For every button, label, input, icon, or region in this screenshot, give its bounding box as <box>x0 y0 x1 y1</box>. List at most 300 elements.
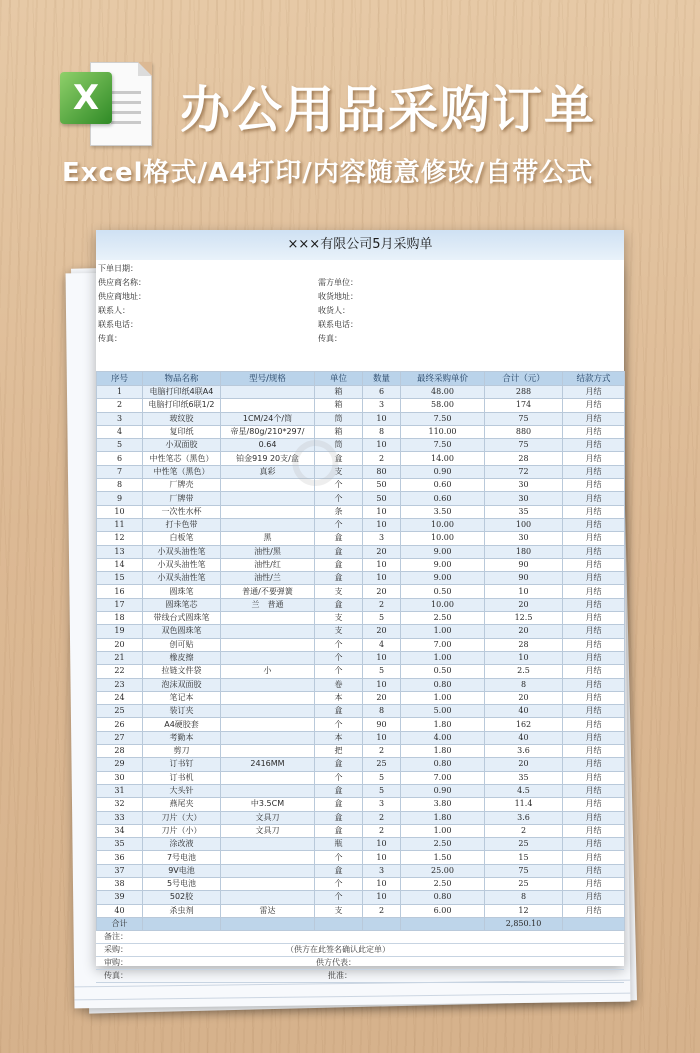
column-header-seq: 序号 <box>97 372 143 386</box>
cell-qty: 10 <box>363 558 401 571</box>
table-row <box>97 718 625 731</box>
cell-item-name: 中性笔芯（黑色） <box>143 452 221 465</box>
cell-subtotal: 90 <box>485 572 563 585</box>
cell-spec: 帝星/80g/210*297/ <box>221 425 315 438</box>
cell-unit-price: 7.50 <box>401 412 485 425</box>
receiver-phone-label: 联系电话： <box>318 320 358 329</box>
table-row <box>97 864 625 877</box>
cell-payment: 月结 <box>563 745 625 758</box>
excel-icon-letter: X <box>72 78 100 118</box>
cell-spec <box>221 625 315 638</box>
remarks-label: 备注： <box>104 932 128 942</box>
cell-unit: 支 <box>315 625 363 638</box>
column-header-item-name: 物品名称 <box>143 372 221 386</box>
cell-unit-price: 7.00 <box>401 771 485 784</box>
cell-seq: 9 <box>97 492 143 505</box>
cell-item-name: 圆珠笔 <box>143 585 221 598</box>
cell-unit-price: 0.50 <box>401 585 485 598</box>
cell-spec: 油性/兰 <box>221 572 315 585</box>
table-row <box>97 399 625 412</box>
cell-seq: 5 <box>97 439 143 452</box>
cell-payment: 月结 <box>563 638 625 651</box>
column-header-payment: 结款方式 <box>563 372 625 386</box>
cell-spec: 0.64 <box>221 439 315 452</box>
cell-spec <box>221 745 315 758</box>
cell-spec: 2416MM <box>221 758 315 771</box>
cell-seq: 16 <box>97 585 143 598</box>
cell-spec <box>221 399 315 412</box>
table-row <box>97 465 625 478</box>
column-header-subtotal: 合计（元） <box>485 372 563 386</box>
cell-unit: 盒 <box>315 758 363 771</box>
table-row <box>97 758 625 771</box>
cell-item-name: 带线台式圆珠笔 <box>143 612 221 625</box>
footer-fax-label: 传真： <box>104 971 128 981</box>
cell-payment: 月结 <box>563 492 625 505</box>
cell-spec <box>221 386 315 399</box>
cell-item-name: 打卡色带 <box>143 518 221 531</box>
cell-unit-price: 1.80 <box>401 811 485 824</box>
cell-item-name: 大头针 <box>143 784 221 797</box>
cell-payment: 月结 <box>563 412 625 425</box>
cell-unit: 盒 <box>315 532 363 545</box>
cell-payment: 月结 <box>563 625 625 638</box>
cell-payment: 月结 <box>563 891 625 904</box>
cell-subtotal: 3.6 <box>485 745 563 758</box>
cell-payment: 月结 <box>563 838 625 851</box>
cell-item-name: 中性笔（黑色） <box>143 465 221 478</box>
table-header-row <box>97 372 625 386</box>
cell-subtotal: 25 <box>485 838 563 851</box>
excel-icon <box>60 72 112 124</box>
cell-seq: 15 <box>97 572 143 585</box>
cell-item-name: 笔记本 <box>143 691 221 704</box>
cell-payment: 月结 <box>563 585 625 598</box>
cell-qty: 20 <box>363 585 401 598</box>
cell-spec <box>221 771 315 784</box>
cell-seq: 26 <box>97 718 143 731</box>
cell-spec: 雷达 <box>221 904 315 917</box>
cell-item-name: 厂牌壳 <box>143 479 221 492</box>
cell-item-name: 圆珠笔芯 <box>143 598 221 611</box>
cell-qty: 10 <box>363 439 401 452</box>
cell-item-name: 小双面胶 <box>143 439 221 452</box>
cell-spec <box>221 877 315 890</box>
cell-seq: 21 <box>97 651 143 664</box>
cell-qty: 25 <box>363 758 401 771</box>
cell-qty: 4 <box>363 638 401 651</box>
cell-subtotal: 35 <box>485 505 563 518</box>
receiver-label: 收货人： <box>318 306 350 315</box>
cell-seq: 12 <box>97 532 143 545</box>
column-header-unit-price: 最终采购单价 <box>401 372 485 386</box>
cell-subtotal: 25 <box>485 877 563 890</box>
cell-spec <box>221 851 315 864</box>
cell-unit: 支 <box>315 465 363 478</box>
table-row <box>97 386 625 399</box>
cell-seq: 23 <box>97 678 143 691</box>
cell-qty: 10 <box>363 518 401 531</box>
table-row <box>97 678 625 691</box>
table-row <box>97 851 625 864</box>
cell-payment: 月结 <box>563 452 625 465</box>
table-row <box>97 877 625 890</box>
cell-qty: 6 <box>363 386 401 399</box>
cell-subtotal: 30 <box>485 492 563 505</box>
cell-seq: 10 <box>97 505 143 518</box>
cell-unit: 个 <box>315 771 363 784</box>
cell-subtotal: 40 <box>485 705 563 718</box>
table-row <box>97 572 625 585</box>
buyer-unit-label: 需方单位： <box>318 278 358 287</box>
cell-qty: 20 <box>363 545 401 558</box>
cell-unit: 筒 <box>315 439 363 452</box>
cell-subtotal: 174 <box>485 399 563 412</box>
column-header-qty: 数量 <box>363 372 401 386</box>
cell-seq: 31 <box>97 784 143 797</box>
cell-item-name: 复印纸 <box>143 425 221 438</box>
cell-qty: 2 <box>363 452 401 465</box>
cell-qty: 8 <box>363 425 401 438</box>
cell-payment: 月结 <box>563 864 625 877</box>
cell-qty: 5 <box>363 612 401 625</box>
cell-item-name: 订书钉 <box>143 758 221 771</box>
cell-payment: 月结 <box>563 851 625 864</box>
cell-seq: 3 <box>97 412 143 425</box>
cell-subtotal: 8 <box>485 891 563 904</box>
cell-spec <box>221 784 315 797</box>
cell-item-name: 电脑打印纸4联A4 <box>143 386 221 399</box>
cell-unit: 盒 <box>315 784 363 797</box>
cell-unit-price: 14.00 <box>401 452 485 465</box>
cell-spec <box>221 731 315 744</box>
cell-subtotal: 8 <box>485 678 563 691</box>
table-row <box>97 798 625 811</box>
supplier-name-label: 供应商名称： <box>98 278 146 287</box>
cell-spec <box>221 891 315 904</box>
cell-unit: 盒 <box>315 824 363 837</box>
cell-qty: 2 <box>363 598 401 611</box>
cell-qty: 10 <box>363 505 401 518</box>
table-row <box>97 505 625 518</box>
cell-unit-price: 1.00 <box>401 651 485 664</box>
cell-seq: 8 <box>97 479 143 492</box>
cell-item-name: 厂牌带 <box>143 492 221 505</box>
cell-unit-price: 2.50 <box>401 877 485 890</box>
cell-unit: 个 <box>315 492 363 505</box>
cell-unit-price: 9.00 <box>401 572 485 585</box>
cell-unit-price: 0.80 <box>401 678 485 691</box>
cell-payment: 月结 <box>563 532 625 545</box>
page-title: 办公用品采购订单 <box>180 81 596 139</box>
cell-payment: 月结 <box>563 904 625 917</box>
cell-unit: 箱 <box>315 386 363 399</box>
cell-qty: 2 <box>363 811 401 824</box>
table-row <box>97 518 625 531</box>
cell-seq: 29 <box>97 758 143 771</box>
cell-payment: 月结 <box>563 518 625 531</box>
column-header-unit: 单位 <box>315 372 363 386</box>
cell-qty: 2 <box>363 904 401 917</box>
cell-unit-price: 0.90 <box>401 784 485 797</box>
cell-item-name: 涂改液 <box>143 838 221 851</box>
cell-qty: 5 <box>363 784 401 797</box>
cell-payment: 月结 <box>563 811 625 824</box>
cell-unit: 卷 <box>315 678 363 691</box>
cell-seq: 28 <box>97 745 143 758</box>
cell-subtotal: 880 <box>485 425 563 438</box>
cell-unit-price: 6.00 <box>401 904 485 917</box>
cell-subtotal: 12.5 <box>485 612 563 625</box>
order-date-label: 下单日期： <box>98 264 138 273</box>
cell-qty: 3 <box>363 399 401 412</box>
table-row <box>97 545 625 558</box>
table-row <box>97 612 625 625</box>
cell-unit: 支 <box>315 585 363 598</box>
table-row <box>97 811 625 824</box>
cell-qty: 10 <box>363 678 401 691</box>
table-row <box>97 665 625 678</box>
cell-unit: 本 <box>315 691 363 704</box>
cell-qty: 90 <box>363 718 401 731</box>
cell-unit-price: 3.80 <box>401 798 485 811</box>
cell-spec <box>221 691 315 704</box>
cell-seq: 24 <box>97 691 143 704</box>
cell-qty: 3 <box>363 864 401 877</box>
cell-unit-price: 10.00 <box>401 532 485 545</box>
cell-unit-price: 1.80 <box>401 745 485 758</box>
cell-seq: 35 <box>97 838 143 851</box>
approve-label: 审购： <box>104 958 128 968</box>
cell-unit-price: 48.00 <box>401 386 485 399</box>
cell-qty: 10 <box>363 838 401 851</box>
table-row <box>97 651 625 664</box>
cell-payment: 月结 <box>563 824 625 837</box>
cell-subtotal: 4.5 <box>485 784 563 797</box>
cell-subtotal: 3.6 <box>485 811 563 824</box>
cell-seq: 20 <box>97 638 143 651</box>
cell-qty: 10 <box>363 572 401 585</box>
cell-payment: 月结 <box>563 877 625 890</box>
cell-item-name: 电脑打印纸6联1/2 <box>143 399 221 412</box>
cell-spec: 文具刀 <box>221 824 315 837</box>
cell-subtotal: 10 <box>485 651 563 664</box>
cell-unit-price: 0.60 <box>401 492 485 505</box>
cell-seq: 39 <box>97 891 143 904</box>
table-row <box>97 532 625 545</box>
cell-unit-price: 7.00 <box>401 638 485 651</box>
purchase-label: 采购： <box>104 945 128 955</box>
cell-unit: 支 <box>315 612 363 625</box>
cell-payment: 月结 <box>563 678 625 691</box>
cell-unit: 条 <box>315 505 363 518</box>
cell-subtotal: 35 <box>485 771 563 784</box>
order-sheet <box>96 230 624 981</box>
cell-subtotal: 30 <box>485 532 563 545</box>
table-row <box>97 731 625 744</box>
cell-subtotal: 10 <box>485 585 563 598</box>
cell-unit: 盒 <box>315 864 363 877</box>
cell-payment: 月结 <box>563 758 625 771</box>
table-row <box>97 838 625 851</box>
cell-payment: 月结 <box>563 439 625 452</box>
cell-payment: 月结 <box>563 651 625 664</box>
cell-unit: 个 <box>315 851 363 864</box>
cell-qty: 10 <box>363 412 401 425</box>
cell-unit-price: 4.00 <box>401 731 485 744</box>
cell-unit: 本 <box>315 731 363 744</box>
cell-qty: 10 <box>363 651 401 664</box>
cell-item-name: 刀片（小） <box>143 824 221 837</box>
cell-unit-price: 0.80 <box>401 758 485 771</box>
cell-unit-price: 1.00 <box>401 625 485 638</box>
order-info <box>96 260 624 371</box>
table-row <box>97 625 625 638</box>
cell-subtotal: 162 <box>485 718 563 731</box>
cell-seq: 1 <box>97 386 143 399</box>
cell-unit: 盒 <box>315 452 363 465</box>
cell-unit-price: 0.90 <box>401 465 485 478</box>
cell-seq: 33 <box>97 811 143 824</box>
cell-qty: 5 <box>363 771 401 784</box>
cell-item-name: 订书机 <box>143 771 221 784</box>
cell-spec: 文具刀 <box>221 811 315 824</box>
table-row <box>97 691 625 704</box>
cell-item-name: 小双头油性笔 <box>143 572 221 585</box>
cell-unit-price: 1.00 <box>401 824 485 837</box>
cell-item-name: 小双头油性笔 <box>143 545 221 558</box>
cell-subtotal: 75 <box>485 864 563 877</box>
cell-subtotal: 11.4 <box>485 798 563 811</box>
column-header-spec: 型号/规格 <box>221 372 315 386</box>
cell-unit-price: 10.00 <box>401 598 485 611</box>
cell-qty: 20 <box>363 691 401 704</box>
phone-label: 联系电话： <box>98 320 138 329</box>
cell-qty: 50 <box>363 492 401 505</box>
cell-qty: 2 <box>363 824 401 837</box>
cell-subtotal: 75 <box>485 439 563 452</box>
cell-spec: 油性/红 <box>221 558 315 571</box>
sheet-title: ×××有限公司5月采购单 <box>96 230 624 260</box>
cell-subtotal: 20 <box>485 758 563 771</box>
cell-unit-price: 2.50 <box>401 612 485 625</box>
cell-spec <box>221 838 315 851</box>
cell-subtotal: 40 <box>485 731 563 744</box>
cell-payment: 月结 <box>563 479 625 492</box>
table-row <box>97 891 625 904</box>
table-row <box>97 492 625 505</box>
cell-seq: 32 <box>97 798 143 811</box>
fax-label: 传真： <box>98 334 122 343</box>
cell-seq: 37 <box>97 864 143 877</box>
cell-seq: 13 <box>97 545 143 558</box>
table-row <box>97 452 625 465</box>
cell-unit: 个 <box>315 518 363 531</box>
contact-label: 联系人： <box>98 306 130 315</box>
table-row <box>97 638 625 651</box>
cell-subtotal: 15 <box>485 851 563 864</box>
cell-spec: 黑 <box>221 532 315 545</box>
cell-spec: 普通/不要弹簧 <box>221 585 315 598</box>
cell-spec <box>221 651 315 664</box>
receiver-fax-label: 传真： <box>318 334 342 343</box>
cell-payment: 月结 <box>563 386 625 399</box>
table-row <box>97 745 625 758</box>
cell-seq: 18 <box>97 612 143 625</box>
cell-seq: 34 <box>97 824 143 837</box>
cell-seq: 36 <box>97 851 143 864</box>
cell-subtotal: 28 <box>485 452 563 465</box>
cell-unit-price: 1.00 <box>401 691 485 704</box>
cell-spec <box>221 612 315 625</box>
cell-item-name: 剪刀 <box>143 745 221 758</box>
cell-qty: 10 <box>363 877 401 890</box>
cell-subtotal: 2.5 <box>485 665 563 678</box>
cell-spec: 兰 普通 <box>221 598 315 611</box>
cell-seq: 7 <box>97 465 143 478</box>
cell-unit: 盒 <box>315 798 363 811</box>
cell-spec: 真彩 <box>221 465 315 478</box>
cell-item-name: 9V电池 <box>143 864 221 877</box>
cell-item-name: 泡沫双面胶 <box>143 678 221 691</box>
cell-spec: 小 <box>221 665 315 678</box>
cell-spec: 油性/黑 <box>221 545 315 558</box>
cell-unit: 盒 <box>315 558 363 571</box>
table-row <box>97 784 625 797</box>
table-row <box>97 771 625 784</box>
cell-seq: 22 <box>97 665 143 678</box>
cell-item-name: A4硬胶套 <box>143 718 221 731</box>
cell-seq: 25 <box>97 705 143 718</box>
table-row <box>97 585 625 598</box>
cell-item-name: 502胶 <box>143 891 221 904</box>
cell-unit: 支 <box>315 904 363 917</box>
cell-item-name: 拉链文件袋 <box>143 665 221 678</box>
cell-qty: 5 <box>363 665 401 678</box>
cell-seq: 38 <box>97 877 143 890</box>
cell-seq: 6 <box>97 452 143 465</box>
cell-unit: 把 <box>315 745 363 758</box>
cell-unit-price: 3.50 <box>401 505 485 518</box>
cell-unit-price: 0.60 <box>401 479 485 492</box>
cell-spec <box>221 705 315 718</box>
cell-subtotal: 180 <box>485 545 563 558</box>
cell-subtotal: 2 <box>485 824 563 837</box>
cell-payment: 月结 <box>563 691 625 704</box>
cell-payment: 月结 <box>563 558 625 571</box>
cell-seq: 17 <box>97 598 143 611</box>
cell-spec <box>221 718 315 731</box>
table-row <box>97 558 625 571</box>
cell-unit: 个 <box>315 891 363 904</box>
cell-payment: 月结 <box>563 425 625 438</box>
cell-subtotal: 72 <box>485 465 563 478</box>
cell-payment: 月结 <box>563 798 625 811</box>
cell-seq: 19 <box>97 625 143 638</box>
cell-qty: 10 <box>363 731 401 744</box>
excel-logo <box>60 62 152 148</box>
cell-item-name: 橡皮擦 <box>143 651 221 664</box>
cell-qty: 10 <box>363 891 401 904</box>
cell-spec: 铂金919 20支/盒 <box>221 452 315 465</box>
cell-item-name: 5号电池 <box>143 877 221 890</box>
cell-subtotal: 75 <box>485 412 563 425</box>
table-row <box>97 439 625 452</box>
cell-unit: 个 <box>315 638 363 651</box>
cell-payment: 月结 <box>563 705 625 718</box>
cell-spec <box>221 479 315 492</box>
cell-spec: 中3.5CM <box>221 798 315 811</box>
